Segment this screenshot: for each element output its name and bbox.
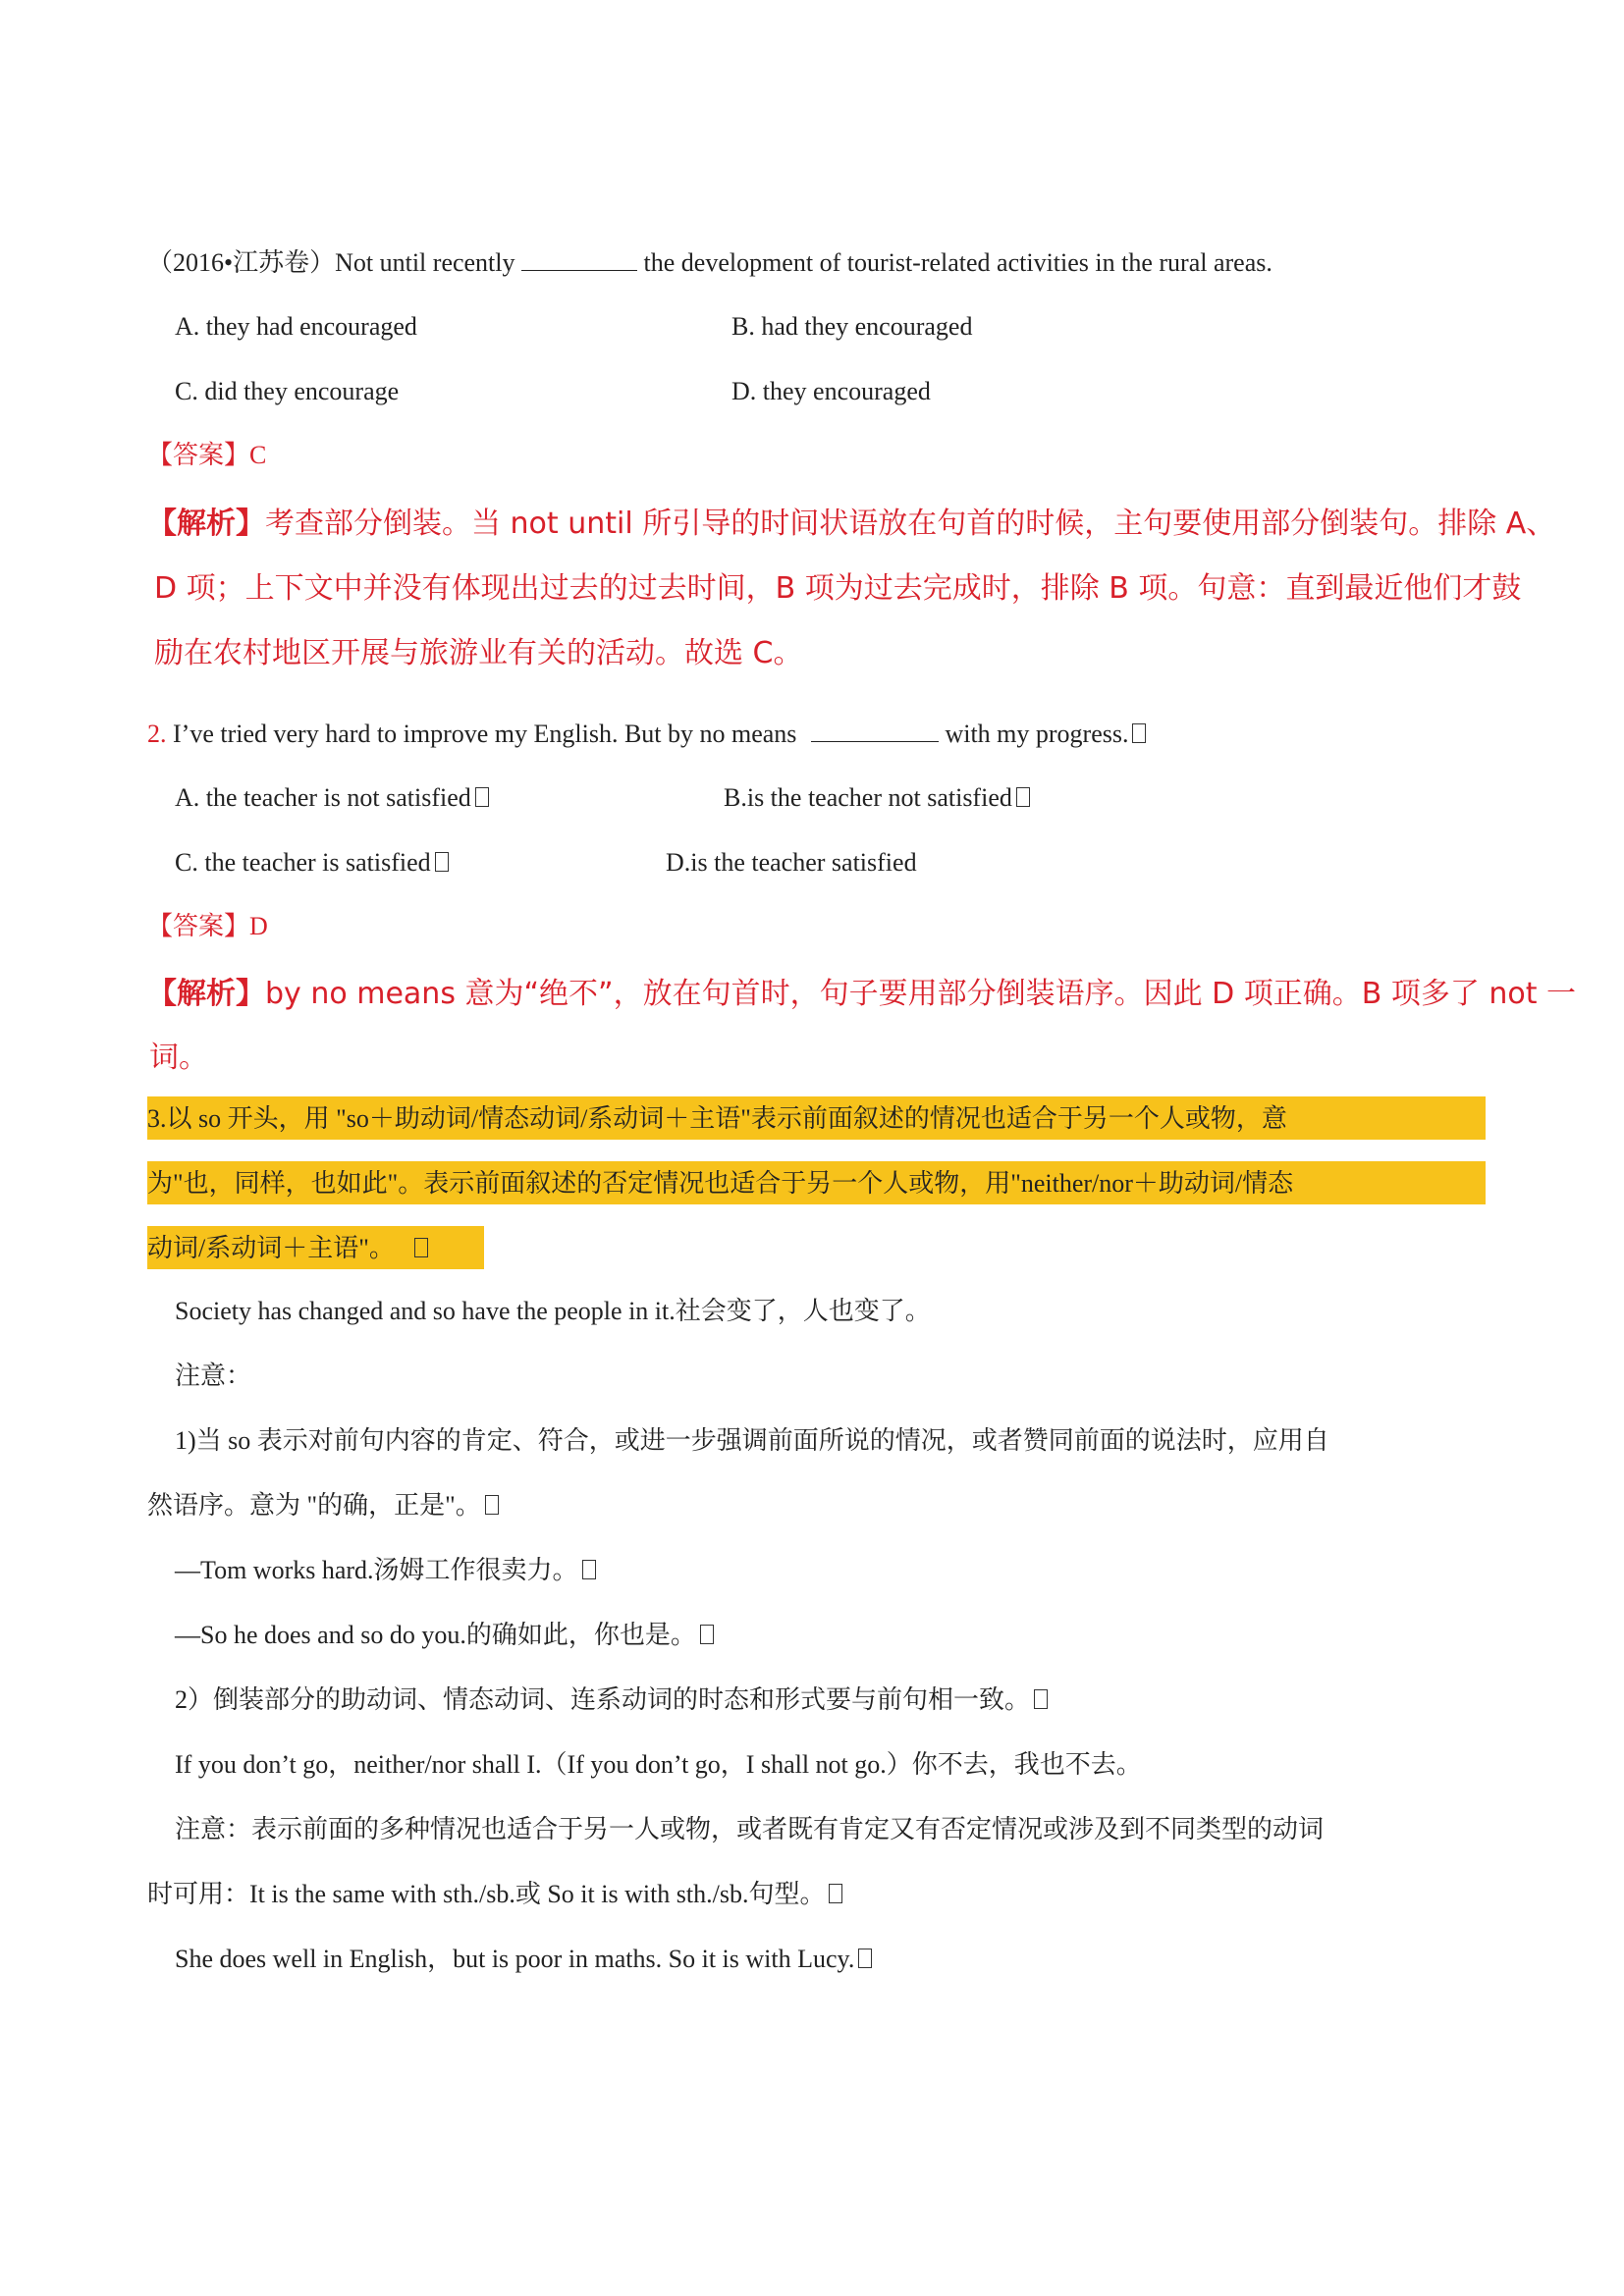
- note-3-line-1: 注意：表示前面的多种情况也适合于另一人或物，或者既有肯定又有否定情况或涉及到不同类型的动词: [175, 1815, 1325, 1843]
- note-3-line-2-text: 时可用：It is the same with sth./sb.或 So it is with sth./sb.句型。: [147, 1880, 826, 1908]
- q2-analysis-line-1: [147, 975, 1576, 1014]
- note-1-line-2-text: 然语序。意为 "的确，正是"。: [147, 1491, 481, 1520]
- q2-option-c-text: C. the teacher is satisfied: [175, 848, 431, 877]
- q2-option-d: D.is the teacher satisfied: [666, 848, 917, 877]
- q2-option-c: [175, 845, 449, 881]
- q2-answer: [147, 909, 268, 944]
- dialog-line-1: [175, 1553, 596, 1588]
- example-3: [175, 1942, 872, 1977]
- q1-stem-part-a: Not until recently: [335, 248, 515, 277]
- dialog-line-2-text: —So he does and so do you.的确如此，你也是。: [175, 1621, 696, 1649]
- q1-analysis-text-1: 考查部分倒装。当 not until 所引导的时间状语放在句首的时候，主句要使用部分倒装句。排除 A、: [265, 507, 1556, 541]
- note-2-text: 2）倒装部分的助动词、情态动词、连系动词的时态和形式要与前句相一致。: [175, 1685, 1031, 1714]
- q2-option-a: [175, 780, 489, 816]
- note-1-line-2: [147, 1488, 499, 1523]
- note-3-line-2: [147, 1877, 842, 1912]
- q2-analysis-text-1: by no means 意为“绝不”，放在句首时，句子要用部分倒装语序。因此 D 项正确。B 项多了 not 一: [265, 977, 1577, 1011]
- q2-stem: [147, 717, 1146, 752]
- q2-option-b: [724, 780, 1030, 816]
- q1-option-b: B. had they encouraged: [731, 312, 973, 341]
- q1-analysis-line-2: D 项；上下文中并没有体现出过去的过去时间，B 项为过去完成时，排除 B 项。句意：直到最近他们才鼓: [154, 571, 1522, 606]
- q1-answer-label: 【答案】: [147, 441, 250, 470]
- note-label: 注意：: [175, 1362, 252, 1390]
- note-2: [175, 1682, 1048, 1718]
- q2-answer-label: 【答案】: [147, 912, 250, 941]
- section3-line-3: [147, 1231, 428, 1266]
- q1-analysis-line-1: [147, 505, 1555, 544]
- section3-line-3-text: 动词/系动词＋主语"。: [147, 1234, 395, 1262]
- dialog-line-1-text: —Tom works hard.汤姆工作很卖力。: [175, 1556, 578, 1584]
- q1-option-c: C. did they encourage: [175, 377, 400, 405]
- q1-source: （2016•江苏卷）: [147, 248, 336, 277]
- missing-glyph-icon: [485, 1495, 499, 1515]
- q1-answer: [147, 438, 266, 473]
- missing-glyph-icon: [1016, 787, 1030, 807]
- q1-option-a: A. they had encouraged: [175, 312, 417, 341]
- missing-glyph-icon: [700, 1625, 714, 1644]
- q2-analysis-line-2: 词。: [149, 1041, 208, 1075]
- missing-glyph-icon: [858, 1949, 872, 1968]
- q2-analysis-label: 【解析】: [147, 977, 265, 1011]
- section3-line-2: 为"也，同样，也如此"。表示前面叙述的否定情况也适合于另一个人或物，用"neither/nor＋助动词/情态: [147, 1169, 1294, 1198]
- q2-option-a-text: A. the teacher is not satisfied: [175, 783, 471, 812]
- q2-answer-value: D: [249, 912, 268, 940]
- q1-answer-value: C: [249, 441, 267, 469]
- q1-analysis-line-3: 励在农村地区开展与旅游业有关的活动。故选 C。: [154, 636, 803, 670]
- q1-stem-part-b: the development of tourist-related activities in the rural areas.: [643, 248, 1272, 277]
- q1-analysis-label: 【解析】: [147, 507, 265, 541]
- q2-blank: [811, 720, 939, 742]
- q1-option-d: D. they encouraged: [731, 377, 931, 405]
- example-3-text: She does well in English，but is poor in maths. So it is with Lucy.: [175, 1945, 855, 1973]
- note-1-line-1: 1)当 so 表示对前句内容的肯定、符合，或进一步强调前面所说的情况，或者赞同前面的说法时，应用自: [175, 1426, 1329, 1455]
- q2-stem-part-b: with my progress.: [945, 720, 1129, 748]
- q1-stem: [147, 245, 1272, 281]
- missing-glyph-icon: [1132, 723, 1146, 743]
- q2-stem-part-a: I’ve tried very hard to improve my English. But by no means: [173, 720, 797, 748]
- q2-option-b-text: B.is the teacher not satisfied: [724, 783, 1012, 812]
- missing-glyph-icon: [475, 787, 489, 807]
- example-1: Society has changed and so have the people in it.社会变了，人也变了。: [175, 1297, 931, 1325]
- missing-glyph-icon: [582, 1560, 596, 1579]
- example-2: If you don’t go，neither/nor shall I.（If you don’t go，I shall not go.）你不去，我也不去。: [175, 1750, 1142, 1779]
- missing-glyph-icon: [829, 1884, 842, 1903]
- section3-line-1: 3.以 so 开头，用 "so＋助动词/情态动词/系动词＋主语"表示前面叙述的情况也适合于另一个人或物，意: [147, 1104, 1287, 1133]
- missing-glyph-icon: [435, 852, 449, 872]
- q2-number: 2.: [147, 720, 167, 748]
- missing-glyph-icon: [414, 1238, 428, 1257]
- dialog-line-2: [175, 1618, 714, 1653]
- q1-blank: [521, 248, 637, 271]
- missing-glyph-icon: [1034, 1689, 1048, 1709]
